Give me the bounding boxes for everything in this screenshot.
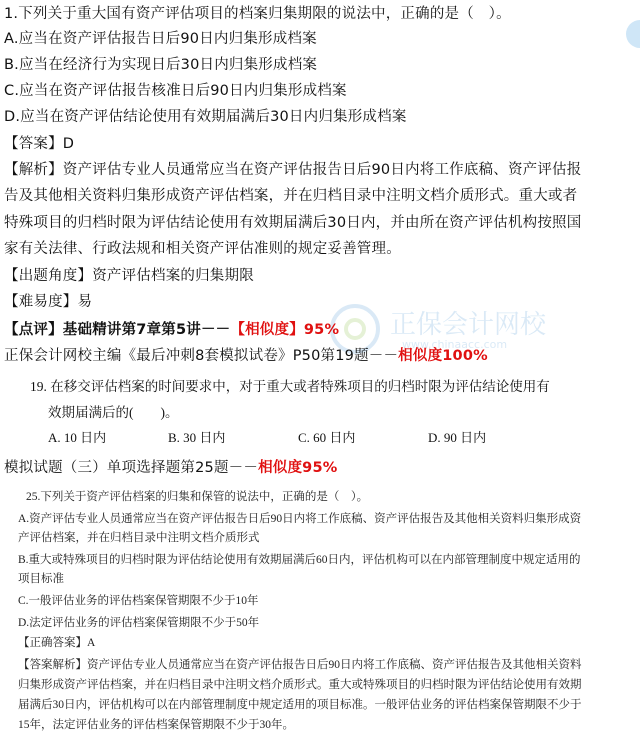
q25-line: D.法定评估业务的评估档案保管期限不少于50年 <box>18 617 260 629</box>
q19-option-a: A. 10 日内 <box>48 430 107 445</box>
reference-line <box>4 344 634 368</box>
q25-line: 归集形成资产评估档案，并在归档目录中注明文档介质形式。重大或特殊项目的归档时限为评估结论使用有效期 <box>18 679 582 691</box>
q25-line: 产评估档案，并在归档目录中注明文档介质形式 <box>18 532 260 544</box>
q25-line: A.资产评估专业人员通常应当在资产评估报告日后90日内将工作底稿、资产评估报告及其他相关资料归集形成资 <box>18 513 582 525</box>
q25-line: 【答案解析】资产评估专业人员通常应当在资产评估报告日后90日内将工作底稿、资产评估报告及其他相关资料 <box>18 659 582 671</box>
q25-line: B.重大或特殊项目的归档时限为评估结论使用有效期届满后60日内，评估机构可以在内部管理制度中规定适用的 <box>18 554 581 566</box>
analysis-line: 特殊项目的归档时限为评估结论使用有效期届满后30日内，并由所在资产评估机构按照国 <box>4 215 582 231</box>
comment-text: 【点评】基础精讲第7章第5讲－－ <box>4 322 231 338</box>
option-c: C.应当在资产评估报告核准日后90日内归集形成档案 <box>4 83 347 99</box>
difficulty: 【难易度】易 <box>4 294 93 310</box>
similarity-badge: 相似度95% <box>258 460 338 476</box>
q25-line: C.一般评估业务的评估档案保管期限不少于10年 <box>18 595 259 607</box>
watermark-name: 正保会计网校 <box>390 310 547 340</box>
q25-line: 15年，法定评估业务的评估档案保管期限不少于30年。 <box>18 719 294 731</box>
q19-option-d: D. 90 日内 <box>428 430 487 445</box>
q25-line: 【正确答案】A <box>18 637 96 649</box>
mock-reference <box>4 456 634 480</box>
similarity-badge: 【相似度】95% <box>230 322 340 338</box>
question-stem: 1.下列关于重大国有资产评估项目的档案归集期限的说法中，正确的是（ ）。 <box>4 6 511 22</box>
answer: 【答案】D <box>4 136 75 152</box>
option-a: A.应当在资产评估报告日后90日内归集形成档案 <box>4 31 317 47</box>
q25-line: 25.下列关于资产评估档案的归集和保管的说法中，正确的是（ ）。 <box>26 491 369 503</box>
option-b: B.应当在经济行为实现日后30日内归集形成档案 <box>4 57 318 73</box>
q19-option-b: B. 30 日内 <box>168 430 226 445</box>
reference-text: 正保会计网校主编《最后冲刺8套模拟试卷》P50第19题－－ <box>4 348 399 364</box>
q19-option-c: C. 60 日内 <box>298 430 356 445</box>
question-angle: 【出题角度】资产评估档案的归集期限 <box>4 268 254 284</box>
q19-stem-cont: 效期届满后的( )。 <box>48 405 179 420</box>
comment <box>4 318 634 342</box>
analysis-line: 家有关法律、行政法规和相关资产评估准则的规定妥善管理。 <box>4 241 401 257</box>
analysis-line: 告及其他相关资料归集形成资产评估档案，并在归档目录中注明文档介质形式。重大或者 <box>4 188 578 204</box>
q25-line: 项目标准 <box>18 573 64 585</box>
watermark-url: www.chinaacc.com <box>402 338 508 351</box>
analysis-line: 【解析】资产评估专业人员通常应当在资产评估报告日后90日内将工作底稿、资产评估报 <box>4 162 582 178</box>
q25-line: 届满后30日内，评估机构可以在内部管理制度中规定适用的项目标准。一般评估业务的评估档案保管期限不少于 <box>18 699 582 711</box>
q19-stem: 19. 在移交评估档案的时间要求中，对于重大或者特殊项目的归档时限为评估结论使用有 <box>30 379 550 394</box>
mock-text: 模拟试题（三）单项选择题第25题－－ <box>4 460 259 476</box>
option-d: D.应当在资产评估结论使用有效期届满后30日内归集形成档案 <box>4 109 407 125</box>
similarity-badge: 相似度100% <box>398 348 488 364</box>
